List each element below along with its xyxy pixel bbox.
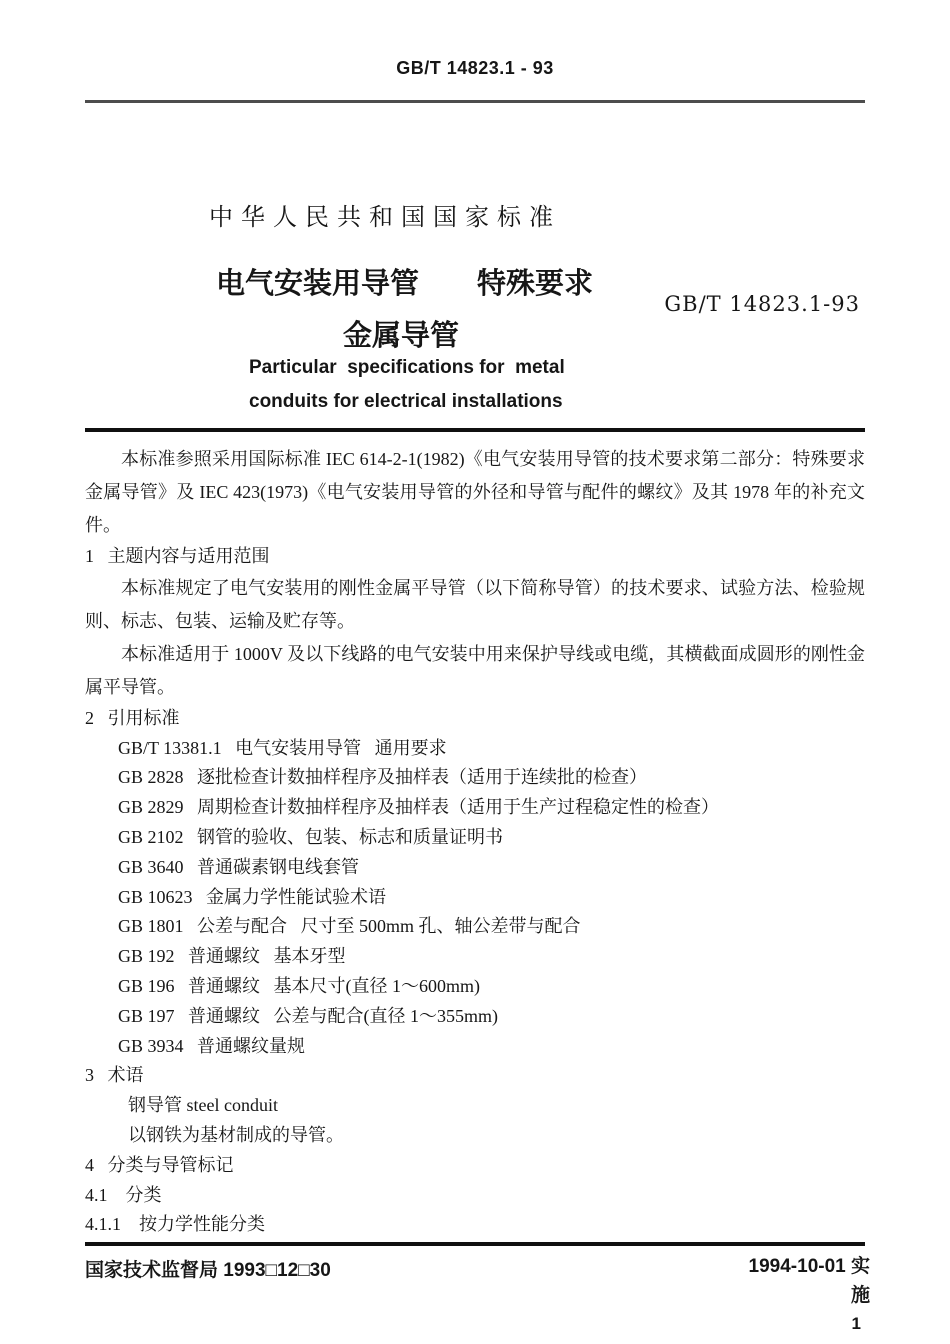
footer-divider [85, 1242, 865, 1246]
body-line-h1: 3 术语 [85, 1065, 144, 1086]
body-line-ref: GB 192 普通螺纹 基本牙型 [118, 946, 346, 967]
title-cn-part1: 电气安装用导管 [216, 268, 420, 300]
body-line-ref: GB 2102 钢管的验收、包装、标志和质量证明书 [118, 826, 504, 847]
body-line-para: 本标准适用于 1000V 及以下线路的电气安装中用来保护导线或电缆，其横截面成圆形的刚性金属平导管。 [85, 643, 865, 697]
footer-issuer-date: 国家技术监督局 1993□12□30 [85, 1260, 331, 1281]
body-line-ref: GB 197 普通螺纹 公差与配合(直径 1～355mm) [118, 1005, 498, 1026]
body-line-ref: GB 10623 金属力学性能试验术语 [118, 886, 387, 907]
footer-impl-line1: 1994-10-01 实 [748, 1256, 870, 1277]
body-line-ref: GB 3934 普通螺纹量规 [118, 1035, 306, 1056]
title-cn-part2: 特殊要求 [477, 268, 594, 300]
title-en-line1: Particular specifications for metal [249, 357, 565, 378]
title-divider [85, 428, 865, 432]
standard-number: GB/T 14823.1-93 [664, 292, 860, 316]
body-line-h1: 4 分类与导管标记 [85, 1154, 234, 1175]
body-line-term: 以钢铁为基材制成的导管。 [128, 1124, 344, 1145]
body-line-ref: GB 196 普通螺纹 基本尺寸(直径 1～600mm) [118, 975, 480, 996]
body-line-para: 本标准参照采用国际标准 IEC 614-2-1(1982)《电气安装用导管的技术要求第二部分：特殊要求金属导管》及 IEC 423(1973)《电气安装用导管的外径和导管与配件的螺纹》及其 1978 年的补充文件。 [85, 449, 865, 535]
title-cn-line1 [216, 261, 593, 302]
body-line-h1: 1 主题内容与适用范围 [85, 546, 270, 566]
document-body [85, 443, 865, 1240]
body-line-ref: GB 3640 普通碳素钢电线套管 [118, 856, 360, 877]
body-line-ref: GB 1801 公差与配合 尺寸至 500mm 孔、轴公差带与配合 [118, 916, 581, 937]
page-number: 1 [851, 1314, 861, 1333]
national-standard-title: 中 华 人 民 共 和 国 国 家 标 准 [209, 205, 554, 231]
body-line-term: 钢导管 steel conduit [128, 1095, 278, 1116]
footer-impl-line2: 施 [850, 1284, 870, 1306]
body-line-ref: GB 2829 周期检查计数抽样程序及抽样表（适用于生产过程稳定性的检查） [118, 797, 720, 818]
body-line-h1: 2 引用标准 [85, 707, 180, 728]
body-line-ref: GB 2828 逐批检查计数抽样程序及抽样表（适用于连续批的检查） [118, 767, 648, 788]
body-line-h2: 4.1 分类 [85, 1184, 162, 1205]
header-standard-code: GB/T 14823.1 - 93 [396, 58, 554, 78]
footer-implementation [650, 1253, 870, 1337]
header-divider [85, 100, 865, 103]
body-line-ref: GB/T 13381.1 电气安装用导管 通用要求 [118, 737, 447, 758]
title-cn-line2: 金属导管 [343, 320, 460, 352]
title-en-line2: conduits for electrical installations [249, 391, 563, 412]
body-line-para: 本标准规定了电气安装用的刚性金属平导管（以下简称导管）的技术要求、试验方法、检验规则、标志、包装、运输及贮存等。 [85, 577, 865, 631]
body-line-h3: 4.1.1 按力学性能分类 [85, 1214, 265, 1235]
